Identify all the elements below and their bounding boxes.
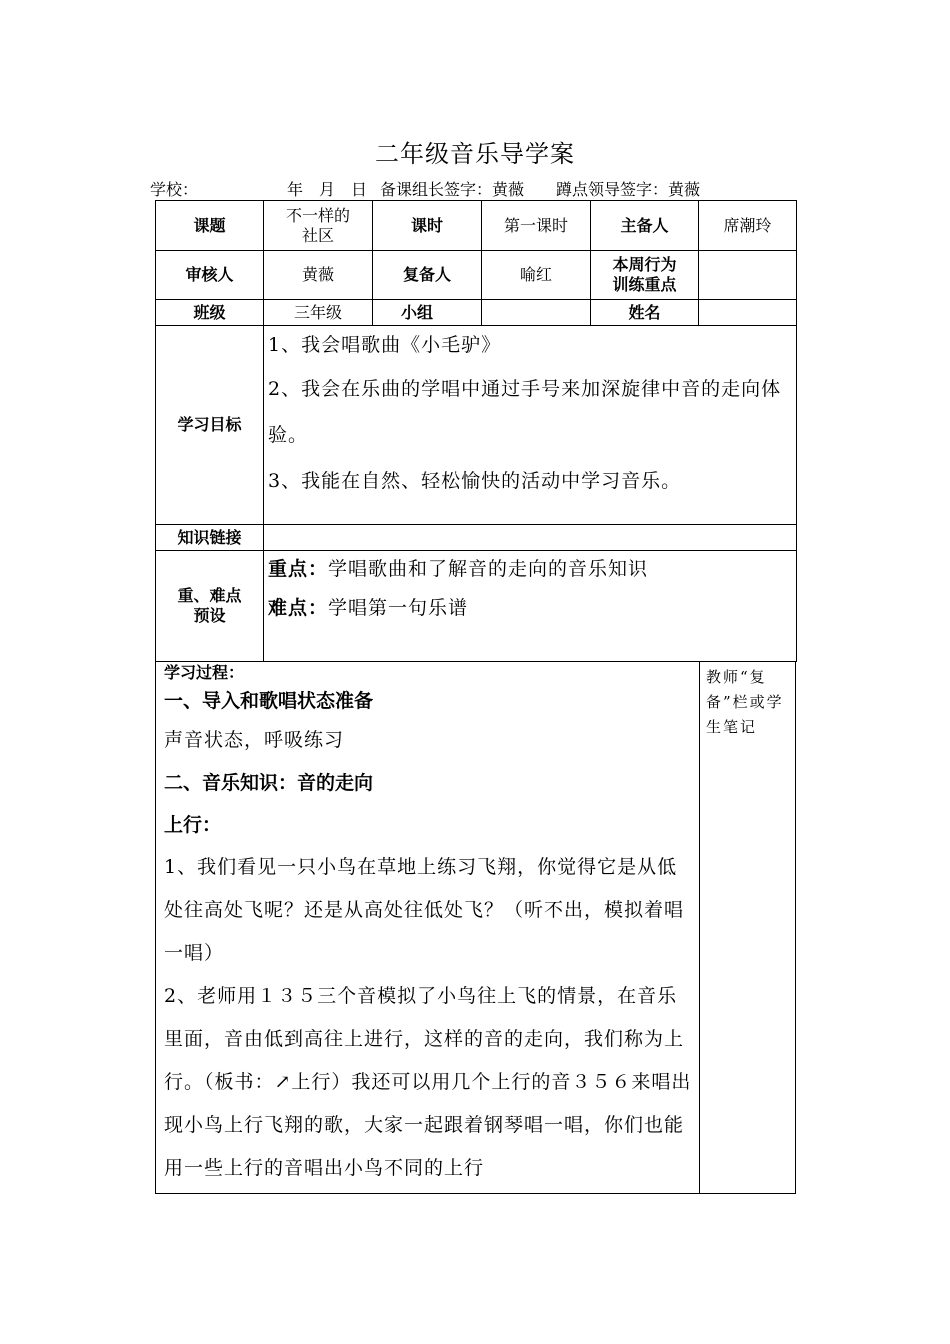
- section2-title: 二、音乐知识：音的走向: [164, 772, 374, 794]
- difficult-point-label: 难点：: [268, 597, 329, 619]
- reviewer-value: 黄薇: [264, 251, 373, 300]
- group-value: [482, 300, 591, 326]
- ascending-label: 上行：: [164, 814, 222, 836]
- lesson-info-table: [155, 200, 797, 662]
- co-preparer-value: 喻红: [482, 251, 591, 300]
- knowledge-link-value: [264, 525, 797, 551]
- knowledge-link-label: 知识链接: [156, 525, 264, 551]
- group-leader-signature: 备课组长签字：黄薇: [380, 180, 525, 199]
- class-value: 三年级: [264, 300, 373, 326]
- school-label: 学校：: [150, 180, 199, 199]
- paragraph-2: 2、老师用１３５三个音模拟了小鸟往上飞的情景，在音乐里面，音由低到高往上进行，这样的音的走向，我们称为上行。（板书：↗上行）我还可以用几个上行的音３５６来唱出现小鸟上行飞翔的歌，大家一起跟着钢琴唱一唱，你们也能用一些上行的音唱出小鸟不同的上行: [164, 985, 692, 1179]
- weekly-focus-value: [699, 251, 797, 300]
- topic-label: 课题: [156, 201, 264, 251]
- signature-line: [150, 177, 800, 197]
- key-points-label: 重、难点预设: [156, 551, 264, 662]
- topic-value: 不一样的社区: [264, 201, 373, 251]
- objectives-label: 学习目标: [156, 326, 264, 525]
- name-label: 姓名: [591, 300, 699, 326]
- key-points-cell: [264, 551, 797, 662]
- objective-item: 1、我会唱歌曲《小毛驴》: [268, 334, 502, 356]
- process-main-column: [156, 661, 700, 1193]
- learning-process-section: [155, 661, 796, 1194]
- section1-title: 一、导入和歌唱状态准备: [164, 690, 374, 712]
- co-preparer-label: 复备人: [373, 251, 482, 300]
- paragraph-1: 1、我们看见一只小鸟在草地上练习飞翔，你觉得它是从低处往高处飞呢？还是从高处往低处飞？（听不出，模拟着唱一唱）: [164, 856, 685, 964]
- period-label: 课时: [373, 201, 482, 251]
- weekly-focus-label: 本周行为训练重点: [591, 251, 699, 300]
- key-point-label: 重点：: [268, 558, 329, 580]
- objectives-cell: [264, 326, 797, 525]
- objective-item: 3、我能在自然、轻松愉快的活动中学习音乐。: [268, 470, 682, 492]
- leader-signature: 蹲点领导签字：黄薇: [556, 180, 701, 199]
- main-preparer-value: 席潮玲: [699, 201, 797, 251]
- process-label: 学习过程：: [164, 663, 245, 682]
- reviewer-label: 审核人: [156, 251, 264, 300]
- main-preparer-label: 主备人: [591, 201, 699, 251]
- name-value: [699, 300, 797, 326]
- section1-text: 声音状态，呼吸练习: [164, 729, 345, 751]
- class-label: 班级: [156, 300, 264, 326]
- difficult-point-text: 学唱第一句乐谱: [328, 597, 469, 619]
- key-point-text: 学唱歌曲和了解音的走向的音乐知识: [328, 558, 649, 580]
- objective-item: 2、我会在乐曲的学唱中通过手号来加深旋律中音的走向体验。: [268, 378, 782, 446]
- date-label: 年 月 日: [287, 180, 368, 199]
- teacher-notes-column: 教师“复备”栏或学生笔记: [706, 668, 784, 736]
- group-label: 小组: [373, 300, 482, 326]
- period-value: 第一课时: [482, 201, 591, 251]
- page-title: 二年级音乐导学案: [375, 140, 575, 168]
